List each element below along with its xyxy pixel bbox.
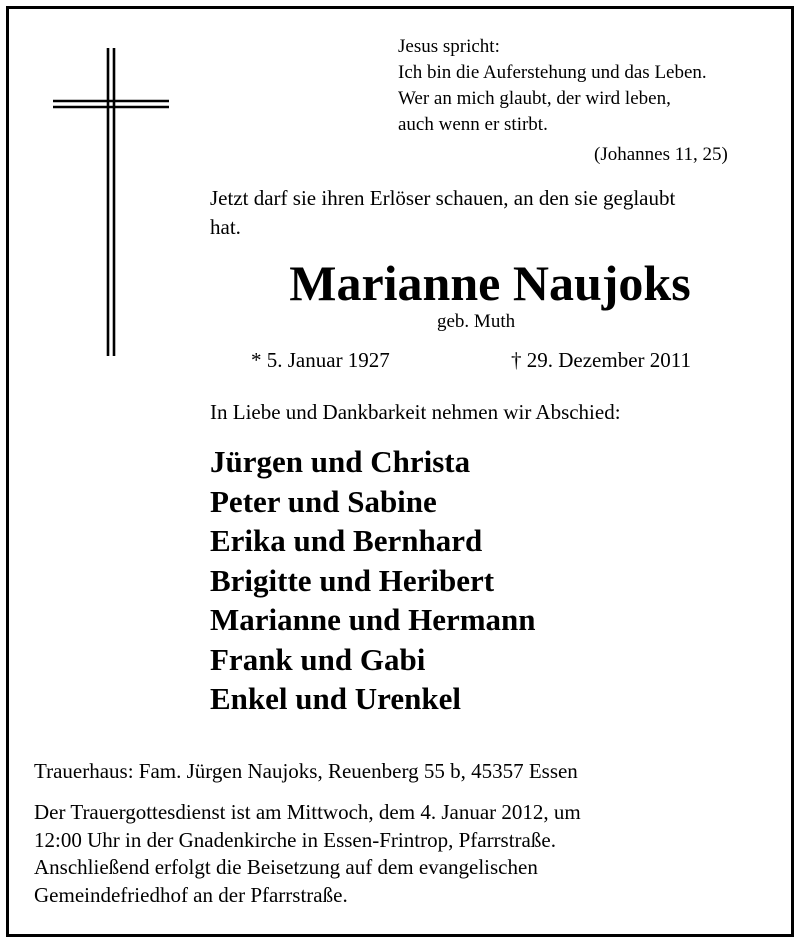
- mourners-list: [210, 442, 536, 719]
- mourner-entry: Jürgen und Christa: [210, 444, 471, 479]
- mourner-entry: Erika und Bernhard: [210, 523, 483, 558]
- service-line: Der Trauergottesdienst ist am Mittwoch, dem 4. Januar 2012, um: [34, 800, 581, 824]
- mourner-entry: Peter und Sabine: [210, 483, 437, 519]
- verse-line: Jesus spricht:: [398, 36, 500, 57]
- intro-text: Jetzt darf sie ihren Erlöser schauen, an den sie geglaubt hat.: [210, 186, 676, 239]
- farewell-text: In Liebe und Dankbarkeit nehmen wir Abschied:: [210, 400, 621, 424]
- mourner-entry: Enkel und Urenkel: [210, 681, 461, 716]
- verse-line: auch wenn er stirbt.: [398, 114, 548, 135]
- bible-verse: [398, 34, 707, 138]
- mourner-entry: Marianne und Hermann: [210, 602, 536, 637]
- death-date: † 29. Dezember 2011: [511, 348, 691, 372]
- mourner-entry: Brigitte und Heribert: [210, 562, 495, 598]
- birth-date: * 5. Januar 1927: [251, 348, 390, 372]
- verse-line: Wer an mich glaubt, der wird leben,: [398, 88, 671, 109]
- service-line: Anschließend erfolgt die Beisetzung auf dem evangelischen: [34, 855, 538, 879]
- deceased-name: Marianne Naujoks: [289, 255, 691, 311]
- mourning-house-address: Trauerhaus: Fam. Jürgen Naujoks, Reuenberg 55 b, 45357 Essen: [34, 759, 578, 783]
- maiden-name: geb. Muth: [437, 311, 516, 332]
- service-line: Gemeindefriedhof an der Pfarrstraße.: [34, 882, 348, 907]
- mourner-entry: Frank und Gabi: [210, 641, 426, 677]
- verse-line: Ich bin die Auferstehung und das Leben.: [398, 62, 707, 83]
- service-line: 12:00 Uhr in der Gnadenkirche in Essen-Frintrop, Pfarrstraße.: [34, 827, 556, 852]
- verse-reference: (Johannes 11, 25): [594, 144, 728, 165]
- service-info: [34, 799, 581, 909]
